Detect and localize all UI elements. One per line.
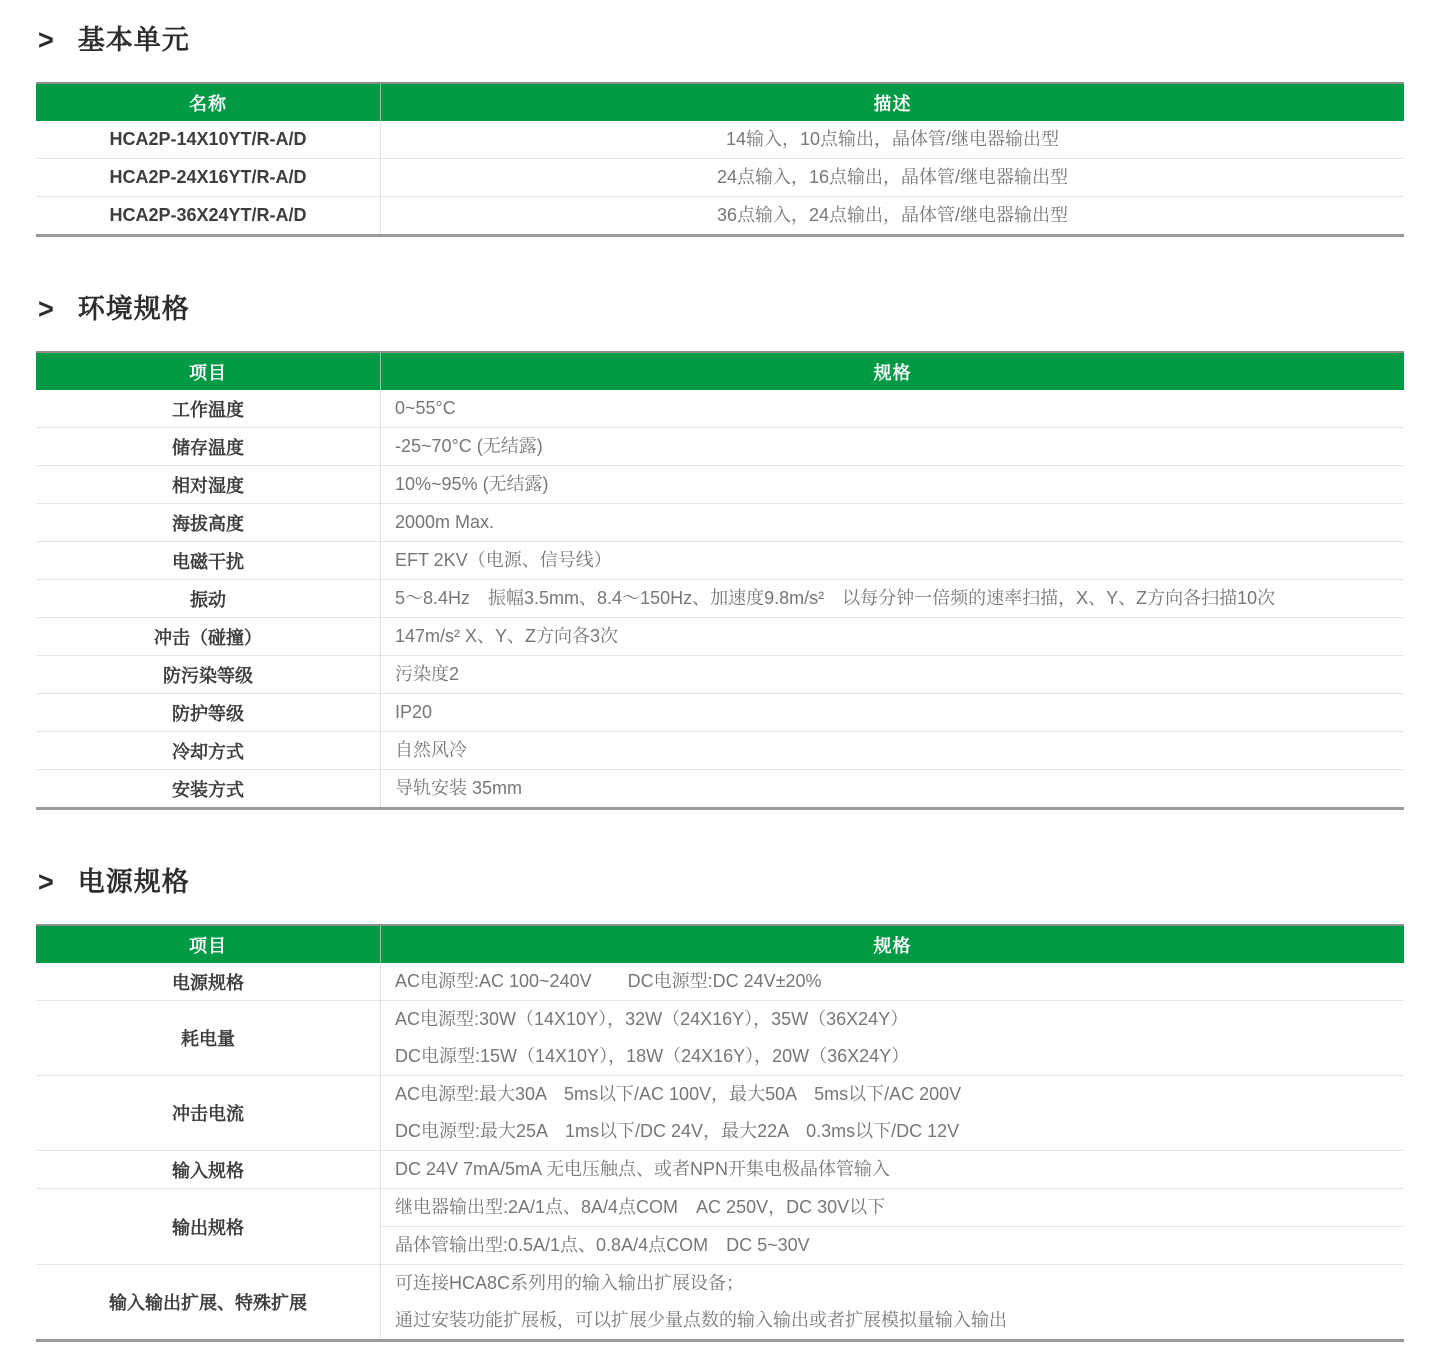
spec-value-cell xyxy=(381,1076,1404,1150)
spec-value: 0~55°C xyxy=(395,398,456,418)
spec-value-cell xyxy=(381,1151,1404,1188)
spec-value-cell xyxy=(381,656,1404,693)
table-header-row xyxy=(36,926,1404,963)
column-header-spec: 规格 xyxy=(873,362,912,383)
spec-value-cell xyxy=(381,694,1404,731)
model-description: 24点输入，16点输出，晶体管/继电器输出型 xyxy=(716,167,1069,187)
table-row xyxy=(36,1150,1404,1188)
spec-item: 耗电量 xyxy=(36,1001,381,1075)
table-row xyxy=(36,541,1404,579)
section-heading-environment xyxy=(38,291,1404,327)
column-header-spec: 规格 xyxy=(873,935,912,956)
spec-value: 可连接HCA8C系列用的输入输出扩展设备； xyxy=(395,1273,745,1293)
spec-value: -25~70°C (无结露) xyxy=(395,436,543,456)
spec-item: 输入输出扩展、特殊扩展 xyxy=(36,1265,381,1339)
table-header-row xyxy=(36,84,1404,121)
spec-value: 继电器输出型:2A/1点、8A/4点COM AC 250V，DC 30V以下 xyxy=(395,1197,886,1217)
spec-item: 输入规格 xyxy=(36,1151,381,1188)
spec-value-cell xyxy=(381,770,1404,807)
table-row xyxy=(36,196,1404,234)
section-power xyxy=(36,864,1404,1342)
table-row xyxy=(36,1000,1404,1075)
spec-value: EFT 2KV（电源、信号线） xyxy=(395,550,612,570)
model-description-cell xyxy=(381,121,1404,158)
spec-value: AC电源型:30W（14X10Y），32W（24X16Y），35W（36X24Y） xyxy=(395,1009,909,1029)
table-row xyxy=(36,1075,1404,1150)
table-row xyxy=(36,121,1404,158)
spec-item: 工作温度 xyxy=(36,390,381,427)
table-row xyxy=(36,731,1404,769)
spec-value-cell xyxy=(381,618,1404,655)
table-row xyxy=(36,963,1404,1000)
chevron-right-icon: > xyxy=(38,293,54,325)
spec-item: 相对湿度 xyxy=(36,466,381,503)
spec-value-cell xyxy=(381,580,1404,617)
spec-value: 导轨安装 35mm xyxy=(395,778,523,798)
column-header-name: 名称 xyxy=(36,84,381,121)
power-table xyxy=(36,924,1404,1342)
model-name: HCA2P-36X24YT/R-A/D xyxy=(36,197,381,234)
spec-value-cell xyxy=(381,504,1404,541)
spec-item: 安装方式 xyxy=(36,770,381,807)
spec-item: 电源规格 xyxy=(36,963,381,1000)
spec-item: 防护等级 xyxy=(36,694,381,731)
spec-value: DC电源型:15W（14X10Y），18W（24X16Y），20W（36X24Y） xyxy=(395,1046,910,1066)
table-header-row xyxy=(36,353,1404,390)
spec-value: 5～8.4Hz 振幅3.5mm、8.4～150Hz、加速度9.8m/s² 以每分钟一倍频的速率扫描，X、Y、Z方向各扫描10次 xyxy=(395,588,1276,608)
table-row xyxy=(36,693,1404,731)
table-row xyxy=(36,158,1404,196)
spec-value-cell xyxy=(381,1189,1404,1264)
spec-value: IP20 xyxy=(395,702,433,722)
spec-value-cell xyxy=(381,963,1404,1000)
model-description-cell xyxy=(381,197,1404,234)
spec-item: 冷却方式 xyxy=(36,732,381,769)
spec-value: 通过安装功能扩展板，可以扩展少量点数的输入输出或者扩展模拟量输入输出 xyxy=(395,1310,1007,1330)
spec-value: AC电源型:最大30A 5ms以下/AC 100V，最大50A 5ms以下/AC 200V xyxy=(395,1084,962,1104)
spec-item: 输出规格 xyxy=(36,1189,381,1264)
section-title-power: 电源规格 xyxy=(77,867,190,897)
table-row xyxy=(36,769,1404,807)
spec-value-cell xyxy=(381,732,1404,769)
spec-value-cell xyxy=(381,466,1404,503)
spec-value: AC电源型:AC 100~240V DC电源型:DC 24V±20% xyxy=(395,971,822,991)
environment-table xyxy=(36,351,1404,810)
spec-value: 自然风冷 xyxy=(395,740,467,760)
spec-item: 海拔高度 xyxy=(36,504,381,541)
spec-value: 污染度2 xyxy=(395,664,460,684)
section-environment xyxy=(36,291,1404,810)
table-row xyxy=(36,503,1404,541)
table-row xyxy=(36,465,1404,503)
section-basic-unit xyxy=(36,22,1404,237)
column-header-description: 描述 xyxy=(873,93,912,114)
column-header-item: 项目 xyxy=(36,353,381,390)
section-title-environment: 环境规格 xyxy=(77,294,190,324)
spec-item: 冲击（碰撞） xyxy=(36,618,381,655)
spec-value: 2000m Max. xyxy=(395,512,495,532)
spec-value: 10%~95% (无结露) xyxy=(395,474,549,494)
model-description: 14输入，10点输出，晶体管/继电器输出型 xyxy=(725,129,1060,149)
chevron-right-icon: > xyxy=(38,24,54,56)
model-name: HCA2P-14X10YT/R-A/D xyxy=(36,121,381,158)
spec-item: 振动 xyxy=(36,580,381,617)
model-description: 36点输入，24点输出，晶体管/继电器输出型 xyxy=(716,205,1069,225)
section-heading-power xyxy=(38,864,1404,900)
table-row xyxy=(36,579,1404,617)
section-heading-basic-unit xyxy=(38,22,1404,58)
table-row xyxy=(36,427,1404,465)
spec-item: 冲击电流 xyxy=(36,1076,381,1150)
model-name: HCA2P-24X16YT/R-A/D xyxy=(36,159,381,196)
spec-value: 147m/s² X、Y、Z方向各3次 xyxy=(395,626,619,646)
table-row xyxy=(36,655,1404,693)
spec-value: DC电源型:最大25A 1ms以下/DC 24V，最大22A 0.3ms以下/DC 12V xyxy=(395,1121,960,1141)
column-header-item: 项目 xyxy=(36,926,381,963)
spec-value: 晶体管输出型:0.5A/1点、0.8A/4点COM DC 5~30V xyxy=(381,1226,1404,1264)
spec-item: 储存温度 xyxy=(36,428,381,465)
spec-item: 防污染等级 xyxy=(36,656,381,693)
chevron-right-icon: > xyxy=(38,866,54,898)
spec-item: 电磁干扰 xyxy=(36,542,381,579)
spec-value-cell xyxy=(381,1265,1404,1339)
spec-value-cell xyxy=(381,428,1404,465)
table-row xyxy=(36,1188,1404,1264)
spec-value-cell xyxy=(381,390,1404,427)
section-title-basic-unit: 基本单元 xyxy=(77,25,190,55)
table-row xyxy=(36,617,1404,655)
basic-unit-table xyxy=(36,82,1404,237)
spec-value: DC 24V 7mA/5mA 无电压触点、或者NPN开集电极晶体管输入 xyxy=(395,1159,891,1179)
spec-value-cell xyxy=(381,1001,1404,1075)
table-row xyxy=(36,1264,1404,1339)
table-row xyxy=(36,390,1404,427)
model-description-cell xyxy=(381,159,1404,196)
spec-value-cell xyxy=(381,542,1404,579)
